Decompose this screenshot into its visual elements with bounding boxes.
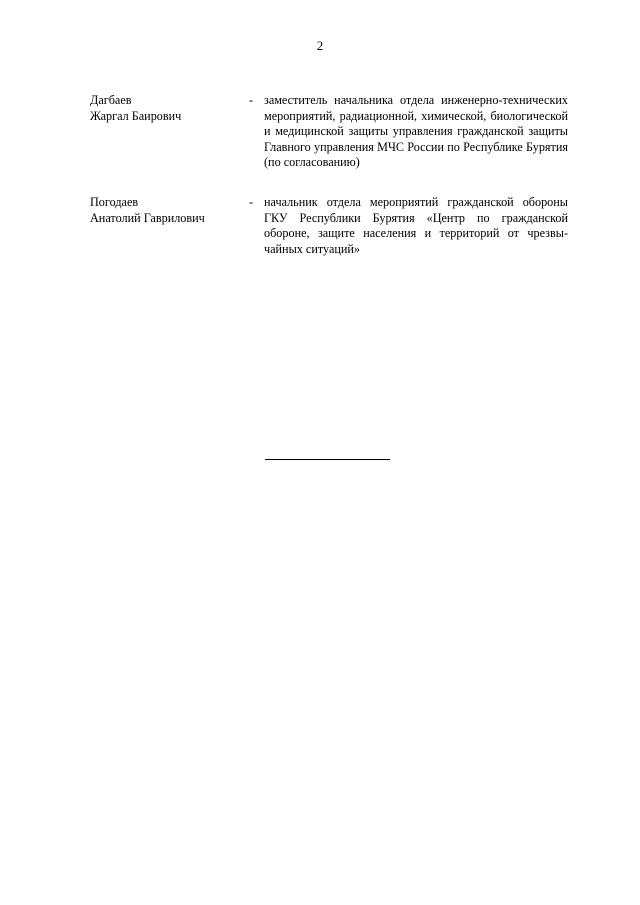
end-of-list-rule (265, 459, 390, 460)
member-name (90, 93, 240, 124)
member-name (90, 195, 240, 226)
member-given-names: Жаргал Баирович (90, 108, 182, 123)
entry-dash: - (249, 93, 254, 107)
member-surname: Дагбаев (90, 93, 132, 107)
member-given-names: Анатолий Гаврилович (90, 210, 205, 225)
member-position: заместитель начальника отдела инженерно-технических мероприятий, радиационной, химической, биологической и медицинской защиты управления гражданской защиты Главного управления МЧС России по Республике Бурятия (по согласованию) (264, 93, 568, 170)
page-number: 2 (316, 38, 324, 53)
entry-dash: - (249, 195, 254, 209)
member-surname: Погодаев (90, 195, 139, 209)
member-position: начальник отдела мероприятий гражданской обороны ГКУ Республики Бурятия «Центр по гражданской обороне, защите населения и территорий от чрезвычайных ситуаций» (264, 195, 568, 256)
